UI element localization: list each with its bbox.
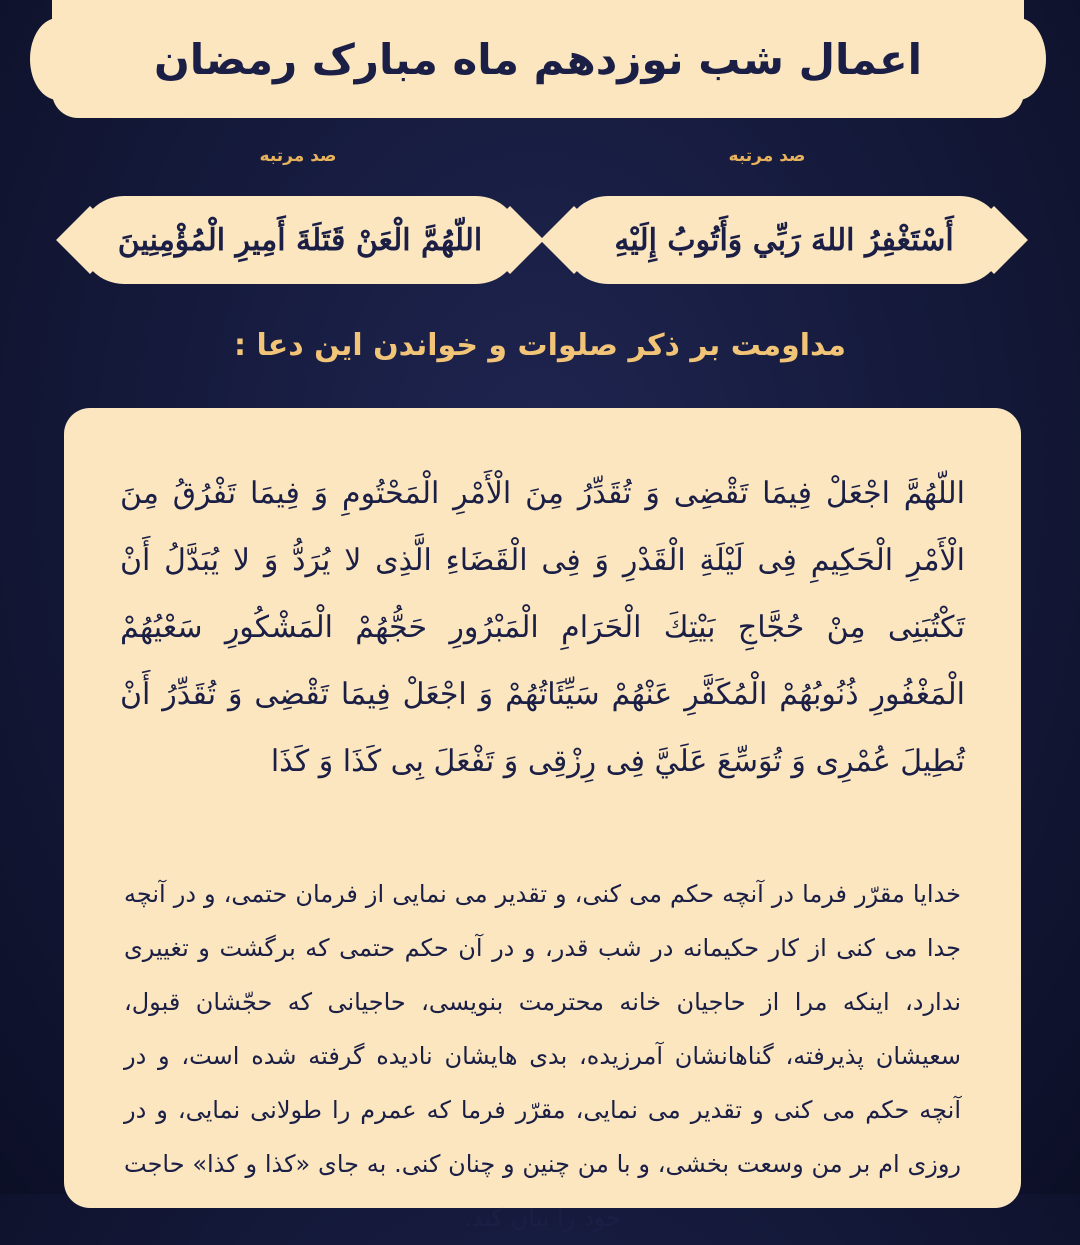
dhikr-text-lanat: اللّهُمَّ الْعَنْ قَتَلَةَ أَمِيرِ الْمُؤْمِنِينَ	[117, 222, 483, 258]
dhikr-count-label-left: صد مرتبه	[259, 146, 337, 166]
dhikr-pill-lanat	[80, 196, 520, 284]
page-title: اعمال شب نوزدهم ماه مبارک رمضان	[153, 34, 923, 84]
section-subheading: مداومت بر ذکر صلوات و خواندن این دعا :	[234, 328, 846, 363]
title-banner	[52, 0, 1024, 118]
dhikr-text-istighfar: أَسْتَغْفِرُ اللهَ رَبِّي وَأَتُوبُ إِلَيْهِ	[614, 222, 954, 258]
dua-arabic-text: اللّهُمَّ اجْعَلْ فِيمَا تَقْضِى وَ تُقَدِّرُ مِنَ الْأَمْرِ الْمَحْتُومِ وَ فِيمَا تَفْرُقُ مِنَ الْأَمْرِ الْحَكِيمِ فِى لَيْلَةِ الْقَدْرِ وَ فِى الْقَضَاءِ الَّذِى لا يُرَدُّ وَ لا يُبَدَّلُ أَنْ تَكْتُبَنِى مِنْ حُجَّاجِ بَيْتِكَ الْحَرَامِ الْمَبْرُورِ حَجُّهُمْ الْمَشْكُورِ سَعْيُهُمْ الْمَغْفُورِ ذُنُوبُهُمْ الْمُكَفَّرِ عَنْهُمْ سَيِّئَاتُهُمْ وَ اجْعَلْ فِيمَا تَقْضِى وَ تُقَدِّرُ أَنْ تُطِيلَ عُمْرِى وَ تُوَسِّعَ عَلَيَّ فِى رِزْقِى وَ تَفْعَلَ بِى كَذَا وَ كَذَا	[120, 476, 965, 779]
dua-persian-translation: خدایا مقرّر فرما در آنچه حکم می کنی، و تقدیر می نمایی از فرمان حتمی، و در آنچه جدا می کنی از کار حکیمانه در شب قدر، و در آن حکم حتمی که برگشت و تغییری ندارد، اینکه مرا از حاجیان خانه محترمت بنویسی، حاجیانی که حجّشان قبول، سعیشان پذیرفته، گناهانشان آمرزیده، بدی هایشان نادیده گرفته شده است، و در آنچه حکم می کنی و تقدیر می نمایی، مقرّر فرما که عمرم را طولانی نمایی، و در روزی ام بر من وسعت بخشی، و با من چنین و چنان کنی. به جای «کذا و کذا» حاجت خود را بیان کند.	[124, 880, 961, 1232]
dhikr-count-label-right: صد مرتبه	[728, 146, 806, 166]
dhikr-pill-istighfar	[564, 196, 1004, 284]
dua-card	[64, 408, 1021, 1232]
